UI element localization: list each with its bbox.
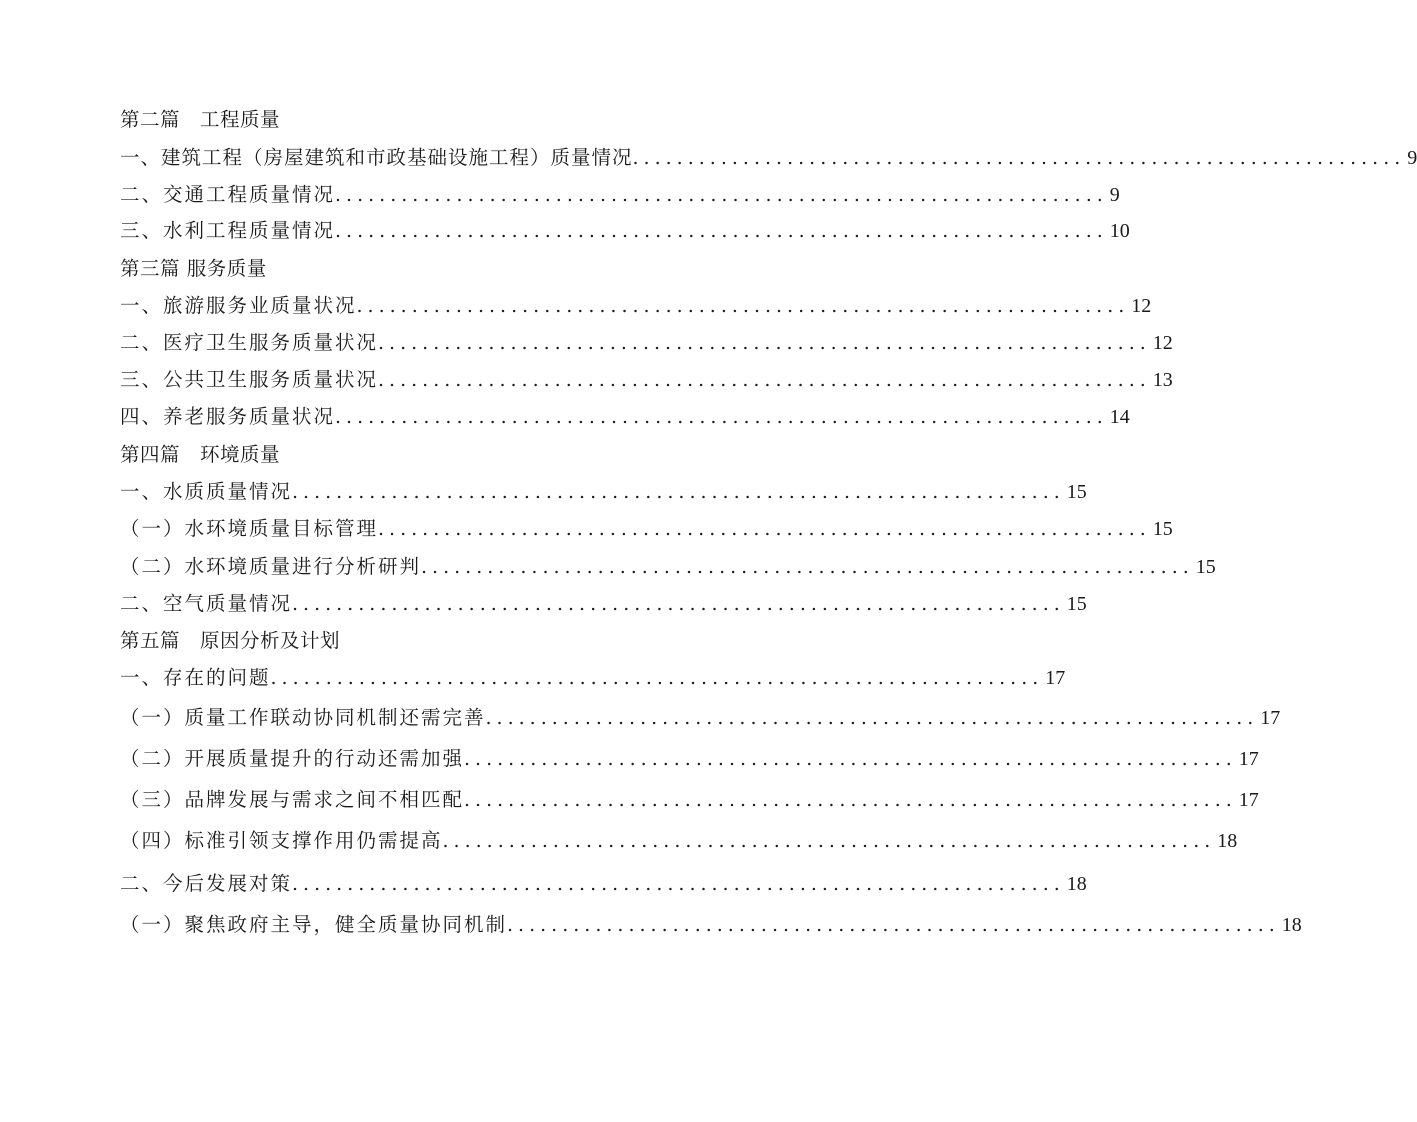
toc-entry[interactable] <box>120 552 1216 582</box>
toc-entry-text: 二、医疗卫生服务质量状况 <box>120 331 379 354</box>
toc-leader-dots: ...................................................................... <box>485 707 1259 729</box>
toc-leader-dots: ...................................................................... <box>507 914 1280 936</box>
toc-entry[interactable] <box>120 589 1087 619</box>
toc-page-number: 17 <box>1045 667 1066 689</box>
toc-page-number: 18 <box>1281 914 1302 936</box>
toc-entry-text: 四、养老服务质量状况 <box>120 405 336 428</box>
toc-leader-dots: ...................................................................... <box>356 295 1130 317</box>
toc-page-number: 14 <box>1109 406 1130 428</box>
toc-page-number: 18 <box>1217 830 1238 852</box>
toc-heading-text: 第二篇 工程质量 <box>120 108 281 131</box>
toc-leader-dots: ...................................................................... <box>378 332 1151 354</box>
toc-page-number: 9 <box>1407 147 1417 169</box>
toc-entry-text: 一、水质质量情况 <box>120 480 293 503</box>
toc-heading <box>120 440 672 470</box>
toc-page-number: 15 <box>1066 481 1087 503</box>
toc-entry[interactable] <box>120 143 1417 173</box>
toc-leader-dots: ...................................................................... <box>442 830 1216 852</box>
toc-entry[interactable] <box>120 477 1087 507</box>
toc-page-number: 15 <box>1066 593 1087 615</box>
toc-entry[interactable] <box>120 785 1259 815</box>
toc-leader-dots: ...................................................................... <box>378 518 1151 540</box>
toc-entry-text: 二、交通工程质量情况 <box>120 183 336 206</box>
toc-entry[interactable] <box>120 703 1281 733</box>
toc-leader-dots: ...................................................................... <box>378 369 1151 391</box>
toc-heading <box>120 254 672 284</box>
toc-entry-text: 一、存在的问题 <box>120 666 271 689</box>
toc-entry-text: （一）聚焦政府主导，健全质量协同机制 <box>120 913 508 936</box>
toc-entry[interactable] <box>120 826 1238 856</box>
toc-leader-dots: ...................................................................... <box>292 481 1065 503</box>
toc-entry-text: 一、建筑工程（房屋建筑和市政基础设施工程）质量情况 <box>120 146 633 169</box>
toc-page-number: 17 <box>1238 748 1259 770</box>
toc-entry-text: （三）品牌发展与需求之间不相匹配 <box>120 788 465 811</box>
toc-entry[interactable] <box>120 291 1152 321</box>
toc-entry[interactable] <box>120 365 1173 395</box>
toc-entry[interactable] <box>120 910 1302 940</box>
toc-heading-text: 第五篇 原因分析及计划 <box>120 629 341 652</box>
toc-leader-dots: ...................................................................... <box>270 667 1044 689</box>
toc-heading-text: 第四篇 环境质量 <box>120 443 281 466</box>
toc-leader-dots: ...................................................................... <box>464 748 1237 770</box>
toc-entry-text: 三、公共卫生服务质量状况 <box>120 368 379 391</box>
toc-entry-text: 一、旅游服务业质量状况 <box>120 294 357 317</box>
toc-leader-dots: ...................................................................... <box>292 593 1065 615</box>
toc-entry[interactable] <box>120 663 1066 693</box>
toc-leader-dots: ...................................................................... <box>292 873 1065 895</box>
toc-heading <box>120 626 672 656</box>
toc-entry[interactable] <box>120 514 1173 544</box>
toc-page-number: 15 <box>1152 518 1173 540</box>
toc-heading <box>120 105 672 135</box>
toc-heading-text: 第三篇 服务质量 <box>120 257 267 280</box>
toc-entry[interactable] <box>120 180 1120 210</box>
toc-page-number: 9 <box>1109 184 1120 206</box>
toc-entry-text: （一）质量工作联动协同机制还需完善 <box>120 706 486 729</box>
toc-page-number: 18 <box>1066 873 1087 895</box>
toc-page-number: 13 <box>1152 369 1173 391</box>
toc-leader-dots: ...................................................................... <box>335 220 1108 242</box>
toc-leader-dots: ...................................................................... <box>421 556 1194 578</box>
toc-entry-text: 二、空气质量情况 <box>120 592 293 615</box>
toc-entry-text: （四）标准引领支撑作用仍需提高 <box>120 829 443 852</box>
toc-leader-dots: ...................................................................... <box>335 406 1108 428</box>
toc-entry[interactable] <box>120 328 1173 358</box>
toc-entry[interactable] <box>120 216 1130 246</box>
toc-page-number: 10 <box>1109 220 1130 242</box>
toc-entry-text: 二、今后发展对策 <box>120 872 293 895</box>
toc-entry[interactable] <box>120 402 1130 432</box>
toc-page-number: 17 <box>1260 707 1281 729</box>
toc-leader-dots: ...................................................................... <box>632 147 1406 169</box>
toc-entry[interactable] <box>120 744 1259 774</box>
toc-page-number: 17 <box>1238 789 1259 811</box>
toc-entry-text: （二）开展质量提升的行动还需加强 <box>120 747 465 770</box>
toc-entry[interactable] <box>120 869 1087 899</box>
toc-page-number: 12 <box>1131 295 1152 317</box>
toc-entry-text: （一）水环境质量目标管理 <box>120 517 379 540</box>
toc-page-number: 15 <box>1195 556 1216 578</box>
toc-leader-dots: ...................................................................... <box>335 184 1108 206</box>
toc-entry-text: （二）水环境质量进行分析研判 <box>120 555 422 578</box>
toc-page-number: 12 <box>1152 332 1173 354</box>
toc-leader-dots: ...................................................................... <box>464 789 1237 811</box>
toc-entry-text: 三、水利工程质量情况 <box>120 219 336 242</box>
